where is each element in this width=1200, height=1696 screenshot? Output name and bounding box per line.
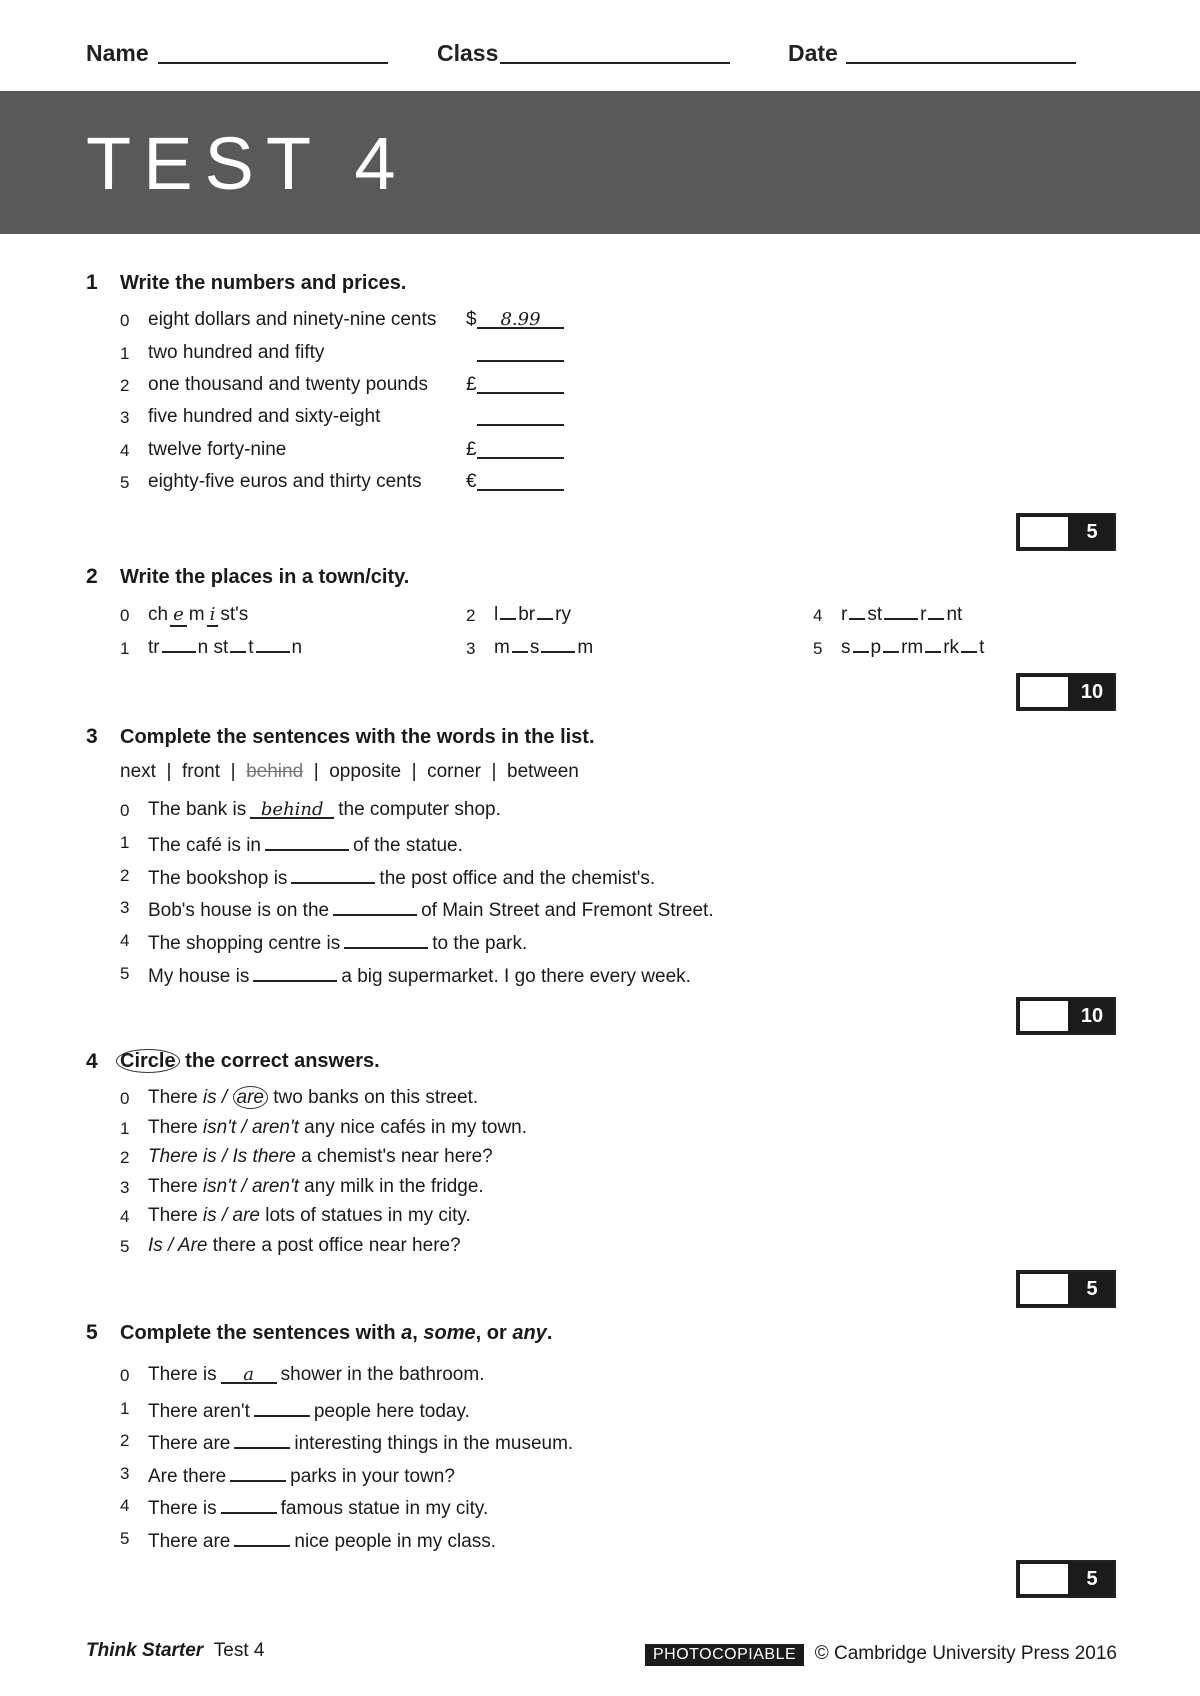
sentence <box>148 1397 470 1423</box>
letters: t <box>248 637 254 658</box>
item-number: 5 <box>120 1529 130 1548</box>
date-label: Date <box>788 40 838 66</box>
filled-letter: i <box>207 604 219 627</box>
option-separator: / <box>216 1087 233 1108</box>
answer-blank[interactable] <box>477 342 564 368</box>
item-text: eighty-five euros and thirty cents <box>148 471 422 492</box>
item-number: 1 <box>120 1399 130 1418</box>
answer-blank[interactable] <box>253 962 337 982</box>
answer-line <box>477 471 564 491</box>
word-option: behind <box>246 761 304 782</box>
s5-c3: . <box>546 1322 553 1344</box>
answer-line <box>477 374 564 394</box>
item-number: 5 <box>120 473 130 492</box>
circle-word: Circle <box>116 1049 180 1073</box>
word-option: front <box>181 761 221 782</box>
answer-blank[interactable]: behind <box>250 799 334 819</box>
answer-line <box>477 342 564 362</box>
word-puzzle[interactable] <box>148 637 302 659</box>
answer-blank[interactable] <box>254 1397 310 1417</box>
letters: rm <box>901 637 924 658</box>
item-text: two hundred and fifty <box>148 342 325 363</box>
section-4-score-box[interactable] <box>1016 1270 1116 1308</box>
s5-c2: , or <box>475 1322 513 1344</box>
answer-line <box>477 439 564 459</box>
option-separator: / <box>236 1176 252 1197</box>
answer-blank[interactable] <box>477 406 564 432</box>
word-separator: | <box>220 761 247 782</box>
item-number: 3 <box>120 1178 130 1197</box>
footer-left <box>86 1640 264 1662</box>
item-number: 1 <box>120 344 130 363</box>
photocopiable-badge: PHOTOCOPIABLE <box>645 1644 804 1666</box>
sentence-end: shower in the bathroom. <box>280 1364 485 1385</box>
word-option: next <box>120 761 156 782</box>
sentence-start: There <box>148 1087 203 1108</box>
s5-c1: , <box>412 1322 424 1344</box>
answer-blank[interactable] <box>234 1429 290 1449</box>
letters: s <box>841 637 851 658</box>
answer-blank[interactable] <box>477 374 564 400</box>
item-number: 3 <box>120 408 130 427</box>
letters: r <box>920 604 927 625</box>
sentence-end: there a post office near here? <box>207 1235 461 1256</box>
option-separator: / <box>162 1235 178 1256</box>
answer-blank[interactable] <box>344 929 428 949</box>
sentence-start: The bookshop is <box>148 868 288 889</box>
letter-gap[interactable] <box>961 637 977 653</box>
item-number: 4 <box>120 441 130 460</box>
item-number: 3 <box>120 898 130 917</box>
sentence <box>148 1494 488 1520</box>
letters: s <box>529 637 540 658</box>
item-number: 4 <box>120 931 130 950</box>
answer-line: 8.99 <box>477 309 564 329</box>
sentence-start: There are <box>148 1531 231 1552</box>
footer-test: Test 4 <box>213 1640 265 1661</box>
sentence <box>148 1429 573 1455</box>
sentence-end: to the park. <box>432 933 528 954</box>
sentence <box>148 1117 527 1139</box>
sentence <box>148 1462 455 1488</box>
option-1[interactable]: is <box>202 1087 217 1108</box>
sentence-end: of the statue. <box>353 835 463 856</box>
sentence-end: the computer shop. <box>338 799 501 820</box>
sentence-end: people here today. <box>313 1401 470 1422</box>
option-2[interactable]: Are <box>177 1235 208 1256</box>
item-number: 0 <box>120 801 130 820</box>
section-5-points: 5 <box>1086 1568 1098 1590</box>
name-label: Name <box>86 40 149 66</box>
option-1[interactable]: Is <box>148 1235 163 1256</box>
letters: st <box>867 604 883 625</box>
answer-blank[interactable] <box>221 1494 277 1514</box>
sentence-end: nice people in my class. <box>294 1531 497 1552</box>
class-field[interactable] <box>500 62 730 64</box>
answer-blank[interactable] <box>477 309 564 331</box>
item-number: 5 <box>120 964 130 983</box>
letters: ch <box>148 604 169 625</box>
item-number: 4 <box>813 606 823 625</box>
option-separator: / <box>216 1146 233 1167</box>
section-4-title-rest: the correct answers. <box>185 1050 380 1072</box>
letter-gap[interactable] <box>849 604 865 620</box>
letters: p <box>870 637 882 658</box>
name-field[interactable] <box>158 62 388 64</box>
item-number: 0 <box>120 311 130 330</box>
answer-blank[interactable]: a <box>221 1364 277 1384</box>
option-separator: / <box>236 1117 252 1138</box>
letter-gap[interactable] <box>162 637 196 653</box>
option-2[interactable]: Is there <box>232 1146 296 1167</box>
s5-w2: some <box>423 1322 476 1344</box>
letter-gap[interactable] <box>541 637 575 653</box>
sentence-start: There are <box>148 1433 231 1454</box>
section-3-score-box[interactable] <box>1016 997 1116 1035</box>
item-number: 3 <box>120 1464 130 1483</box>
sentence-start: There is <box>148 1364 217 1385</box>
sentence-start: There <box>148 1205 203 1226</box>
sentence-start: The shopping centre is <box>148 933 341 954</box>
item-number: 2 <box>466 606 476 625</box>
item-text: twelve forty-nine <box>148 439 287 460</box>
option-2[interactable]: are <box>232 1205 260 1226</box>
section-4-title <box>116 1050 380 1073</box>
letter-gap[interactable] <box>537 604 553 620</box>
word-separator: | <box>155 761 182 782</box>
letter-gap[interactable] <box>884 604 918 620</box>
option-1[interactable]: is <box>202 1205 217 1226</box>
letters: t <box>979 637 985 658</box>
item-number: 5 <box>120 1237 130 1256</box>
option-2[interactable]: aren't <box>251 1117 299 1138</box>
answer-blank[interactable] <box>265 831 349 851</box>
letter-gap[interactable] <box>500 604 516 620</box>
sentence-start: Bob's house is on the <box>148 900 330 921</box>
letters: l <box>494 604 499 625</box>
section-5-number: 5 <box>86 1321 98 1344</box>
sentence <box>148 864 655 890</box>
sentence-end: lots of statues in my city. <box>259 1205 471 1226</box>
sentence-start: There aren't <box>148 1401 250 1422</box>
sentence-end: interesting things in the museum. <box>294 1433 574 1454</box>
word-separator: | <box>480 761 508 782</box>
answer-blank[interactable] <box>291 864 375 884</box>
letters: rk <box>943 637 960 658</box>
sentence <box>148 896 714 922</box>
answer-blank[interactable] <box>234 1527 290 1547</box>
sentence-start: There is <box>148 1498 217 1519</box>
answer-blank[interactable] <box>230 1462 286 1482</box>
letters: n st <box>197 637 229 658</box>
answer-blank[interactable] <box>477 471 564 497</box>
item-number: 4 <box>120 1207 130 1226</box>
filled-letter: e <box>170 604 187 627</box>
word-puzzle[interactable] <box>841 604 962 626</box>
section-2-title: Write the places in a town/city. <box>120 566 410 588</box>
sentence-end: famous statue in my city. <box>280 1498 489 1519</box>
section-1-points: 5 <box>1086 521 1098 543</box>
section-3-number: 3 <box>86 725 98 748</box>
word-separator: | <box>401 761 428 782</box>
word-option: corner <box>427 761 481 782</box>
word-separator: | <box>303 761 330 782</box>
sentence <box>148 929 527 955</box>
sentence-start: There <box>148 1117 203 1138</box>
s5-t1: Complete the sentences with <box>120 1322 402 1344</box>
sentence <box>148 1146 493 1168</box>
letters: tr <box>148 637 160 658</box>
word-option: between <box>507 761 579 782</box>
letter-gap[interactable] <box>230 637 246 653</box>
letter-gap[interactable] <box>853 637 869 653</box>
item-number: 2 <box>120 1431 130 1450</box>
section-1-score-box[interactable] <box>1016 513 1116 551</box>
option-2[interactable]: are <box>233 1086 268 1109</box>
sentence-end: a chemist's near here? <box>295 1146 493 1167</box>
item-number: 2 <box>120 1148 130 1167</box>
currency-symbol: $ <box>466 309 477 330</box>
letters: ry <box>555 604 571 625</box>
section-1-title: Write the numbers and prices. <box>120 272 407 294</box>
sentence-start: The café is in <box>148 835 261 856</box>
section-4-points: 5 <box>1086 1278 1098 1300</box>
answer-blank[interactable] <box>333 896 417 916</box>
date-field[interactable] <box>846 62 1076 64</box>
letter-gap[interactable] <box>883 637 899 653</box>
item-number: 5 <box>813 639 823 658</box>
letter-gap[interactable] <box>512 637 528 653</box>
s5-w1: a <box>401 1322 413 1344</box>
currency-symbol: £ <box>466 374 477 395</box>
footer-book: Think Starter <box>86 1640 204 1661</box>
sentence <box>148 799 501 821</box>
letters: br <box>518 604 536 625</box>
sentence <box>148 1205 471 1227</box>
letter-gap[interactable] <box>928 604 944 620</box>
letter-gap[interactable] <box>256 637 290 653</box>
sentence-end: any nice cafés in my town. <box>298 1117 528 1138</box>
sentence-start: The bank is <box>148 799 247 820</box>
item-number: 1 <box>120 1119 130 1138</box>
answer-blank[interactable] <box>477 439 564 465</box>
section-4-number: 4 <box>86 1050 98 1073</box>
sentence-start: Are there <box>148 1466 227 1487</box>
item-number: 1 <box>120 639 130 658</box>
item-number: 4 <box>120 1496 130 1515</box>
item-number: 3 <box>466 639 476 658</box>
section-2-number: 2 <box>86 565 98 588</box>
letters: m <box>494 637 510 658</box>
footer-right <box>645 1643 1117 1666</box>
item-text: five hundred and sixty-eight <box>148 406 381 427</box>
sentence-start: My house is <box>148 966 250 987</box>
word-puzzle[interactable] <box>841 637 984 659</box>
section-3-points: 10 <box>1080 1005 1104 1027</box>
sentence <box>148 962 691 988</box>
sentence <box>148 831 463 857</box>
sentence-end: the post office and the chemist's. <box>379 868 656 889</box>
option-1[interactable]: isn't <box>202 1176 237 1197</box>
word-option: opposite <box>329 761 402 782</box>
word-puzzle[interactable] <box>148 604 248 626</box>
letters: st's <box>220 604 249 625</box>
letter-gap[interactable] <box>925 637 941 653</box>
copyright: © Cambridge University Press 2016 <box>814 1643 1117 1664</box>
section-2-points: 10 <box>1080 681 1104 703</box>
sentence <box>148 1087 478 1109</box>
answer-line <box>477 406 564 426</box>
s5-w3: any <box>512 1322 547 1344</box>
section-2-score-box[interactable] <box>1016 673 1116 711</box>
option-1[interactable]: isn't <box>202 1117 237 1138</box>
item-number: 0 <box>120 1366 130 1385</box>
letters: nt <box>946 604 963 625</box>
item-number: 0 <box>120 606 130 625</box>
option-separator: / <box>216 1205 233 1226</box>
item-text: eight dollars and ninety-nine cents <box>148 309 437 330</box>
sentence-end: a big supermarket. I go there every week. <box>341 966 691 987</box>
sentence <box>148 1176 484 1198</box>
item-number: 2 <box>120 866 130 885</box>
page-title: TEST 4 <box>86 122 408 205</box>
section-1-number: 1 <box>86 271 98 294</box>
section-5-score-box[interactable] <box>1016 1560 1116 1598</box>
letters: n <box>291 637 303 658</box>
section-5-title <box>120 1322 552 1345</box>
letters: m <box>188 604 205 625</box>
sentence <box>148 1235 461 1257</box>
currency-symbol: € <box>466 471 477 492</box>
word-list <box>120 761 579 783</box>
currency-symbol: £ <box>466 439 477 460</box>
word-puzzle[interactable] <box>494 637 593 659</box>
class-label: Class <box>437 40 499 66</box>
option-1[interactable]: There is <box>148 1146 217 1167</box>
title-banner <box>0 91 1200 234</box>
sentence <box>148 1527 496 1553</box>
sentence-end: of Main Street and Fremont Street. <box>421 900 714 921</box>
sentence <box>148 1364 484 1386</box>
word-puzzle[interactable] <box>494 604 571 626</box>
sentence-end: parks in your town? <box>290 1466 455 1487</box>
item-number: 0 <box>120 1089 130 1108</box>
item-number: 1 <box>120 833 130 852</box>
item-text: one thousand and twenty pounds <box>148 374 428 395</box>
sentence-end: two banks on this street. <box>267 1087 479 1108</box>
section-3-title: Complete the sentences with the words in the list. <box>120 726 595 748</box>
letters: r <box>841 604 848 625</box>
option-2[interactable]: aren't <box>251 1176 299 1197</box>
sentence-start: There <box>148 1176 203 1197</box>
letters: m <box>577 637 594 658</box>
item-number: 2 <box>120 376 130 395</box>
sentence-end: any milk in the fridge. <box>298 1176 484 1197</box>
